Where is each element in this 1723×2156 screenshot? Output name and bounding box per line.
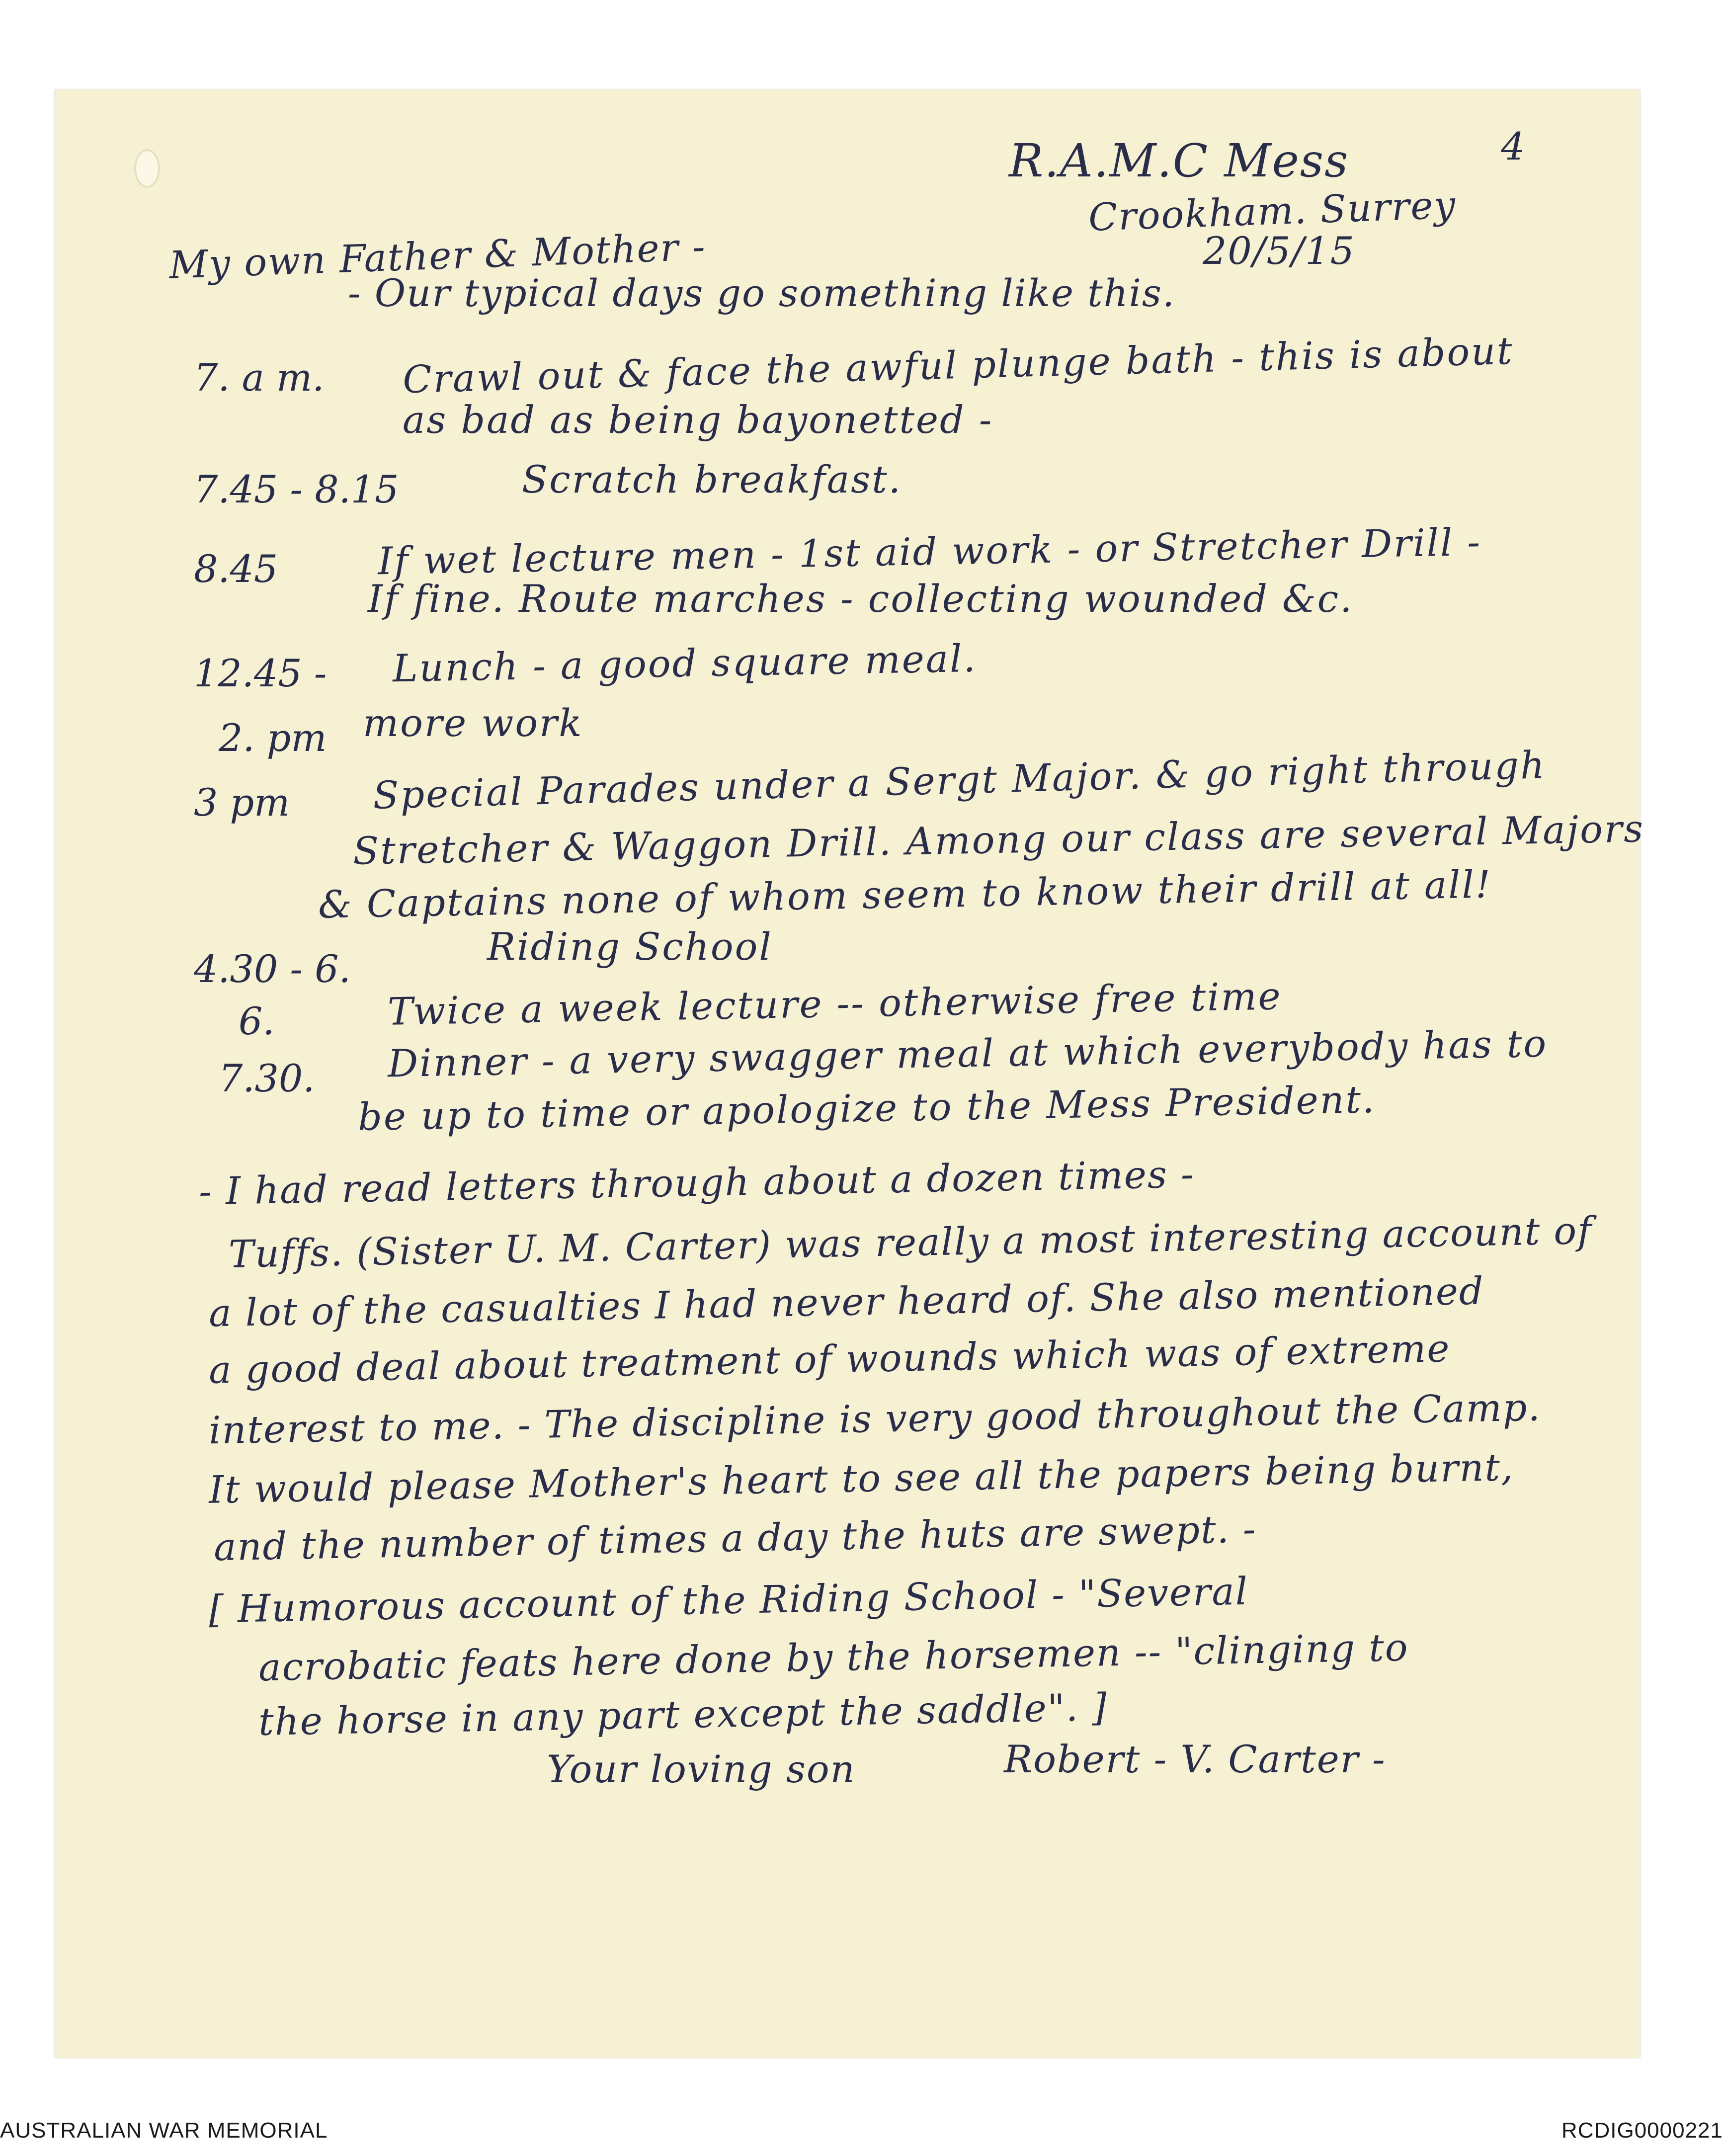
schedule-time: 3 pm — [194, 780, 290, 825]
punch-hole — [134, 149, 160, 188]
body-line: acrobatic feats here done by the horsemen -- "clinging to — [258, 1625, 1409, 1690]
schedule-entry-line: If wet lecture men - 1st aid work - or Stretcher Drill - — [377, 519, 1482, 583]
mess-heading: R.A.M.C Mess — [1009, 134, 1349, 187]
schedule-entry-line: Riding School — [487, 924, 773, 969]
schedule-time: 7.30. — [219, 1056, 315, 1100]
schedule-entry-line: as bad as being bayonetted - — [403, 398, 993, 442]
body-line: and the number of times a day the huts are swept. - — [213, 1506, 1257, 1570]
place-line: Crookham. Surrey — [1087, 182, 1457, 240]
schedule-entry-line: more work — [363, 701, 583, 745]
body-line: Tuffs. (Sister U. M. Carter) was really a most interesting account of — [228, 1208, 1593, 1276]
body-line: a good deal about treatment of wounds which was of extreme — [208, 1326, 1451, 1392]
schedule-entry-line: Scratch breakfast. — [522, 457, 902, 501]
body-line: interest to me. - The discipline is very good throughout the Camp. — [208, 1385, 1542, 1453]
schedule-time: 12.45 - — [194, 651, 327, 695]
intro-line: - Our typical days go something like this. — [348, 271, 1176, 315]
schedule-entry-line: Dinner - a very swagger meal at which everybody has to — [387, 1021, 1548, 1086]
schedule-time: 7.45 - 8.15 — [194, 467, 399, 511]
archive-id: RCDIG0000221 — [1561, 2118, 1723, 2143]
body-line: the horse in any part except the saddle". ] — [258, 1685, 1108, 1744]
schedule-time: 7. a m. — [194, 355, 325, 400]
letter-date: 20/5/15 — [1203, 229, 1355, 273]
signature: Robert - V. Carter - — [1004, 1737, 1386, 1781]
salutation: My own Father & Mother - — [168, 224, 707, 287]
body-line: It would please Mother's heart to see all the papers being burnt, — [208, 1445, 1514, 1512]
archive-credit: AUSTRALIAN WAR MEMORIAL — [0, 2118, 328, 2143]
schedule-entry-line: Twice a week lecture -- otherwise free time — [387, 974, 1283, 1034]
schedule-entry-line: If fine. Route marches - collecting wounded &c. — [368, 577, 1354, 621]
closing: Your loving son — [547, 1747, 856, 1791]
schedule-time: 8.45 — [194, 547, 278, 591]
schedule-entry-line: & Captains none of whom seem to know their drill at all! — [318, 862, 1492, 927]
body-line: - I had read letters through about a dozen times - — [198, 1152, 1195, 1214]
body-line: a lot of the casualties I had never heard of. She also mentioned — [208, 1268, 1485, 1335]
schedule-time: 2. pm — [219, 716, 327, 760]
schedule-entry-line: Crawl out & face the awful plunge bath - this is about — [402, 328, 1514, 402]
schedule-time: 4.30 - 6. — [194, 947, 351, 991]
schedule-entry-line: Special Parades under a Sergt Major. & go right through — [372, 743, 1547, 818]
schedule-time: 6. — [239, 999, 275, 1043]
page-number: 4 — [1501, 124, 1526, 168]
schedule-entry-line: be up to time or apologize to the Mess President. — [357, 1077, 1376, 1139]
schedule-entry-line: Lunch - a good square meal. — [392, 636, 978, 691]
schedule-entry-line: Stretcher & Waggon Drill. Among our class are several Majors — [352, 806, 1645, 873]
body-line: [ Humorous account of the Riding School - "Several — [208, 1569, 1249, 1632]
